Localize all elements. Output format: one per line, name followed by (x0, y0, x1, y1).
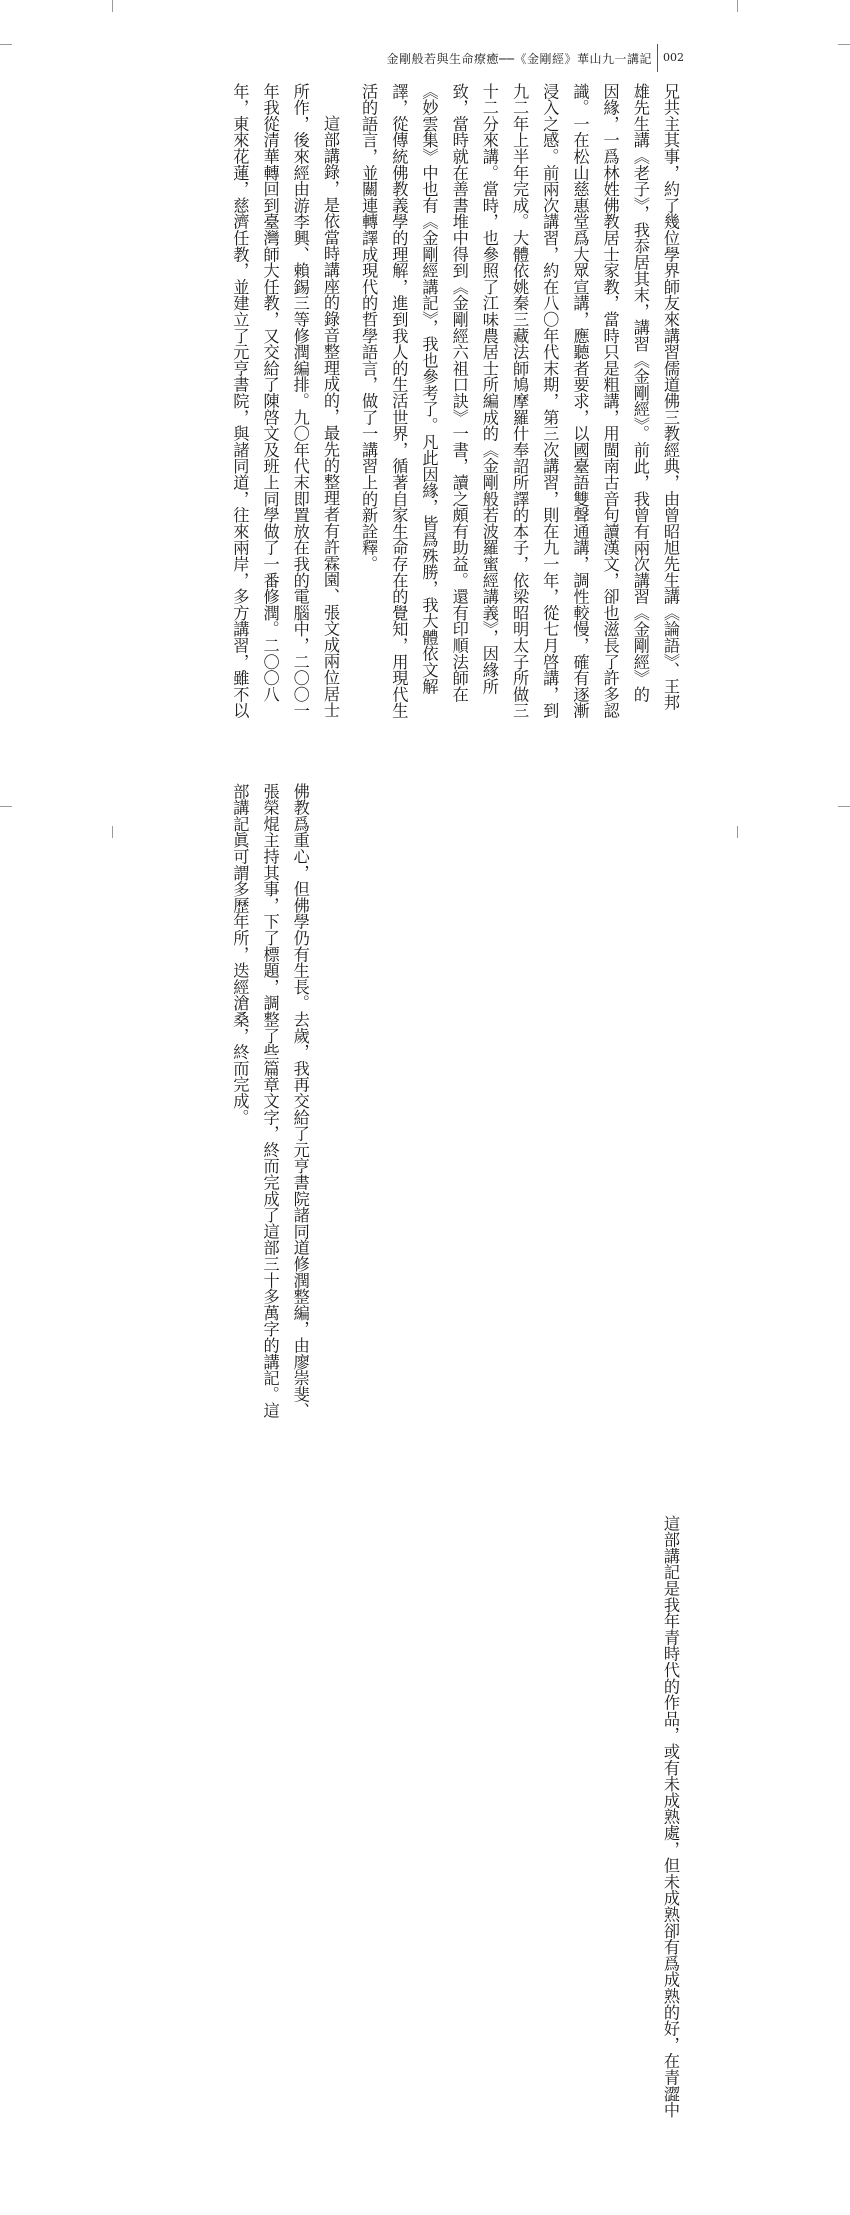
text-column: 因緣，一爲林姓佛教居士家教，當時只是粗講，用閩南古音句讀漢文，卻也滋長了許多認 (600, 83, 620, 719)
text-column: 這部講記是我年青時代的作品，或有未成熟處，但未成熟卻有爲成熟的好，在青澀中 (661, 1515, 680, 2119)
running-header-title: 金剛般若與生命療癒──《金剛經》華山九一講記 (386, 52, 652, 66)
text-column: 浸入之感。前兩次講習，約在八〇年代末期，第三次講習，則在九一年，從七月啓講，到 (540, 83, 560, 719)
text-column: 九二年上半年完成。大體依姚秦三藏法師鳩摩羅什奉詔所譯的本子，依梁昭明太子所做三 (510, 83, 530, 719)
text-column: 張榮焜主持其事，下了標題，調整了些篇章文字，終而完成了這部三十多萬字的講記。這 (260, 783, 280, 1419)
crop-mark-top-left (112, 0, 113, 12)
crop-mark-right-bottom (838, 806, 850, 807)
paragraph-gap (216, 783, 224, 1483)
crop-mark-right-top (838, 44, 850, 45)
text-column: 《妙雲集》中也有《金剛經講記》，我也參考了。凡此因緣，皆爲殊勝，我大體依文解 (419, 83, 439, 695)
text-column: 十二分來講。當時，也參照了江味農居士所編成的《金剛般若波羅蜜經講義》，因緣所 (479, 83, 499, 695)
text-column: 這部講錄，是依當時講座的錄音整理成的，最先的整理者有許霖園、張文成兩位居士 (320, 115, 340, 719)
text-column: 譯，從傳統佛教義學的理解，進到我人的生活世界，循著自家生命存在的覺知，用現代生 (389, 83, 409, 719)
crop-mark-bottom-right (737, 826, 738, 838)
text-column: 兄共主其事，約了幾位學界師友來講習儒道佛三教經典，由曾昭旭先生講《論語》、王邦 (661, 83, 680, 711)
crop-mark-top-right (737, 0, 738, 12)
crop-mark-bottom-left (112, 826, 113, 838)
text-column: 佛教爲重心，但佛學仍有生長。去歲，我再交給了元亨書院諸同道修潤整編，由廖崇斐、 (290, 783, 310, 1419)
text-column: 部講記眞可謂多歷年所，迭經滄桑，終而完成。 (230, 783, 250, 1126)
crop-mark-left-top (0, 44, 12, 45)
paragraph-gap (345, 83, 353, 783)
text-column: 年，東來花蓮，慈濟任教，並建立了元亨書院，與諸同道，往來兩岸，多方講習，雖不以 (230, 83, 250, 719)
text-column: 致，當時就在善書堆中得到《金剛經六祖口訣》一書，讀之頗有助益。還有印順法師在 (449, 83, 469, 703)
text-column: 所作，後來經由游李興、賴錫三等修潤編排。九〇年代末即置放在我的電腦中，二〇〇一 (290, 83, 310, 719)
text-column: 年我從清華轉回到臺灣師大任教，又交給了陳啓文及班上同學做了一番修潤。二〇〇八 (260, 83, 280, 703)
text-column: 活的語言，並關連轉譯成現代的哲學語言，做了一講習上的新詮釋。 (359, 83, 379, 572)
text-column: 識。一在松山慈惠堂爲大眾宣講，應聽者要求，以國臺語雙聲通講，調性較慢，確有逐漸 (570, 83, 590, 719)
crop-mark-left-bottom (0, 806, 12, 807)
page-number: 002 (663, 51, 684, 64)
header-divider (657, 44, 658, 72)
text-column: 雄先生講《老子》，我忝居其末，講習《金剛經》。前此，我曾有兩次講習《金剛經》的 (630, 83, 650, 703)
body-text (205, 83, 685, 2119)
